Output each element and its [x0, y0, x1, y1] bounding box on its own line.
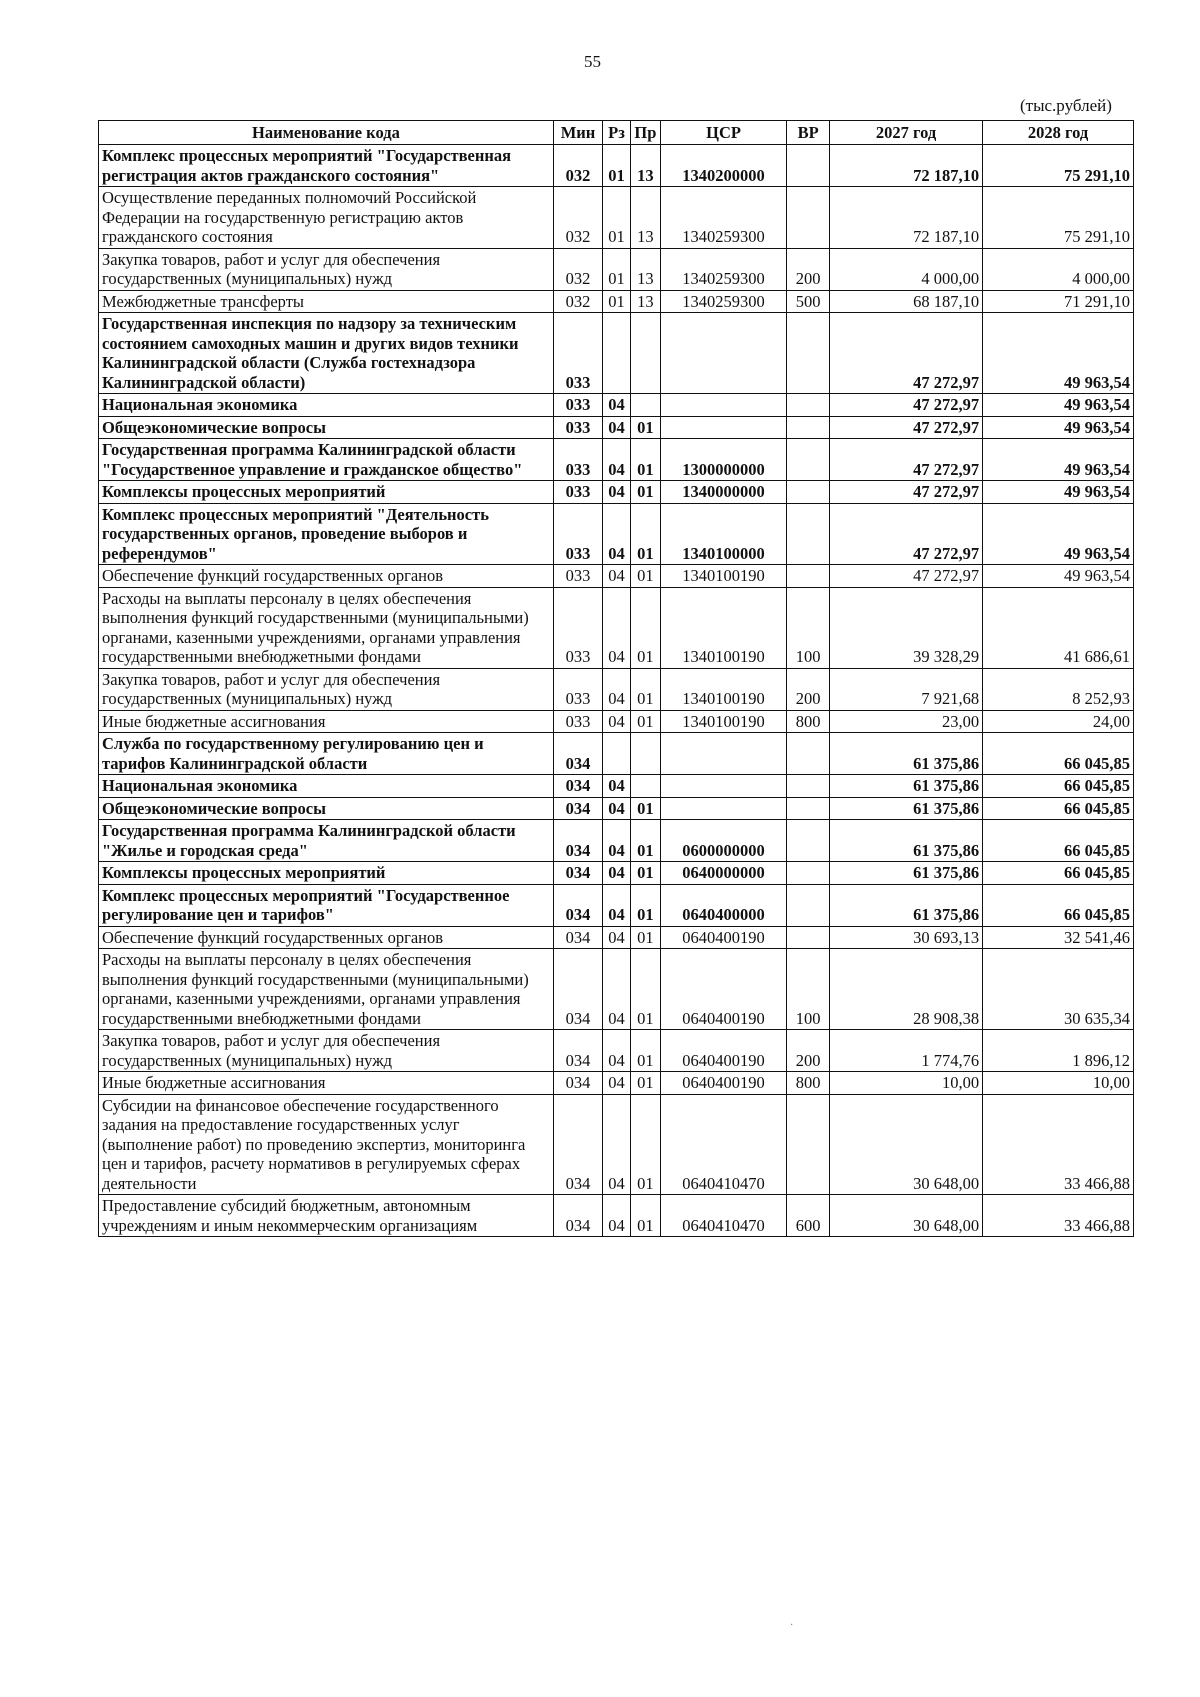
- cell-vr: 800: [787, 710, 830, 733]
- cell-pr: 01: [630, 1094, 660, 1195]
- cell-2028: 32 541,46: [983, 926, 1134, 949]
- cell-pr: 01: [630, 797, 660, 820]
- cell-min: 033: [553, 668, 602, 710]
- cell-name: Обеспечение функций государственных органов: [99, 565, 554, 588]
- cell-2027: 61 375,86: [830, 797, 983, 820]
- cell-rz: 04: [603, 1094, 631, 1195]
- cell-min: 032: [553, 145, 602, 187]
- table-row: [99, 587, 1134, 668]
- cell-csr: [660, 733, 786, 775]
- cell-rz: 04: [603, 820, 631, 862]
- cell-vr: [787, 733, 830, 775]
- cell-rz: 04: [603, 1030, 631, 1072]
- table-row: [99, 1094, 1134, 1195]
- cell-vr: [787, 820, 830, 862]
- table-row: [99, 481, 1134, 504]
- cell-pr: 01: [630, 439, 660, 481]
- cell-csr: 0640410470: [660, 1195, 786, 1237]
- cell-name: Комплекс процессных мероприятий "Государственная регистрация актов гражданского состояния": [99, 145, 554, 187]
- header-2028: 2028 год: [983, 121, 1134, 145]
- cell-vr: [787, 187, 830, 249]
- cell-vr: [787, 313, 830, 394]
- cell-csr: 1340200000: [660, 145, 786, 187]
- cell-2028: 49 963,54: [983, 481, 1134, 504]
- cell-csr: [660, 394, 786, 417]
- cell-2027: 47 272,97: [830, 503, 983, 565]
- cell-vr: [787, 394, 830, 417]
- cell-vr: [787, 145, 830, 187]
- cell-rz: 01: [603, 187, 631, 249]
- cell-pr: 01: [630, 926, 660, 949]
- cell-pr: 13: [630, 248, 660, 290]
- cell-name: Осуществление переданных полномочий Российской Федерации на государственную регистрацию актов гражданского состояния: [99, 187, 554, 249]
- cell-2028: 66 045,85: [983, 733, 1134, 775]
- cell-pr: 01: [630, 710, 660, 733]
- cell-vr: 600: [787, 1195, 830, 1237]
- table-row: [99, 1072, 1134, 1095]
- cell-2028: 41 686,61: [983, 587, 1134, 668]
- table-header-row: [99, 121, 1134, 145]
- cell-name: Закупка товаров, работ и услуг для обеспечения государственных (муниципальных) нужд: [99, 248, 554, 290]
- cell-name: Национальная экономика: [99, 394, 554, 417]
- cell-2027: 47 272,97: [830, 416, 983, 439]
- cell-pr: 01: [630, 1030, 660, 1072]
- cell-csr: 1340100000: [660, 503, 786, 565]
- cell-name: Комплекс процессных мероприятий "Государственное регулирование цен и тарифов": [99, 884, 554, 926]
- cell-vr: [787, 503, 830, 565]
- cell-vr: 500: [787, 290, 830, 313]
- cell-pr: 13: [630, 187, 660, 249]
- cell-pr: [630, 775, 660, 798]
- cell-2027: 47 272,97: [830, 439, 983, 481]
- cell-2028: 66 045,85: [983, 884, 1134, 926]
- cell-rz: 04: [603, 949, 631, 1030]
- cell-rz: 04: [603, 668, 631, 710]
- cell-csr: [660, 313, 786, 394]
- cell-2027: 1 774,76: [830, 1030, 983, 1072]
- cell-pr: 01: [630, 503, 660, 565]
- cell-2028: 49 963,54: [983, 416, 1134, 439]
- cell-vr: 200: [787, 1030, 830, 1072]
- cell-vr: [787, 439, 830, 481]
- cell-2028: 49 963,54: [983, 565, 1134, 588]
- cell-2027: 47 272,97: [830, 565, 983, 588]
- cell-pr: [630, 733, 660, 775]
- cell-2027: 39 328,29: [830, 587, 983, 668]
- cell-vr: [787, 416, 830, 439]
- cell-2027: 30 648,00: [830, 1195, 983, 1237]
- cell-min: 034: [553, 797, 602, 820]
- cell-rz: 04: [603, 565, 631, 588]
- cell-pr: 01: [630, 949, 660, 1030]
- cell-vr: 100: [787, 587, 830, 668]
- table-row: [99, 187, 1134, 249]
- cell-rz: 04: [603, 926, 631, 949]
- cell-2027: 47 272,97: [830, 394, 983, 417]
- table-row: [99, 668, 1134, 710]
- cell-2028: 10,00: [983, 1072, 1134, 1095]
- cell-min: 032: [553, 187, 602, 249]
- cell-vr: [787, 565, 830, 588]
- cell-vr: [787, 862, 830, 885]
- cell-vr: 200: [787, 668, 830, 710]
- table-row: [99, 710, 1134, 733]
- cell-min: 034: [553, 926, 602, 949]
- cell-2027: 61 375,86: [830, 820, 983, 862]
- cell-name: Расходы на выплаты персоналу в целях обеспечения выполнения функций государственными (муниципальными) органами, казенными учреждениями, органами управления государственными внебюджетными фондами: [99, 587, 554, 668]
- cell-min: 034: [553, 862, 602, 885]
- table-row: [99, 290, 1134, 313]
- table-row: [99, 248, 1134, 290]
- cell-2028: 33 466,88: [983, 1094, 1134, 1195]
- cell-csr: [660, 797, 786, 820]
- cell-csr: 0640400190: [660, 949, 786, 1030]
- cell-2027: 72 187,10: [830, 187, 983, 249]
- cell-name: Общеэкономические вопросы: [99, 797, 554, 820]
- cell-rz: 04: [603, 1195, 631, 1237]
- cell-2027: 30 693,13: [830, 926, 983, 949]
- cell-2027: 28 908,38: [830, 949, 983, 1030]
- cell-pr: 01: [630, 481, 660, 504]
- cell-name: Обеспечение функций государственных органов: [99, 926, 554, 949]
- cell-2027: 10,00: [830, 1072, 983, 1095]
- cell-2027: 23,00: [830, 710, 983, 733]
- table-row: [99, 797, 1134, 820]
- cell-rz: 04: [603, 503, 631, 565]
- header-min: Мин: [553, 121, 602, 145]
- table-row: [99, 733, 1134, 775]
- cell-pr: [630, 394, 660, 417]
- cell-vr: [787, 1094, 830, 1195]
- cell-2028: 4 000,00: [983, 248, 1134, 290]
- cell-rz: 01: [603, 145, 631, 187]
- cell-min: 034: [553, 820, 602, 862]
- cell-2028: 24,00: [983, 710, 1134, 733]
- cell-name: Комплекс процессных мероприятий "Деятельность государственных органов, проведение выборов и референдумов": [99, 503, 554, 565]
- table-row: [99, 313, 1134, 394]
- cell-vr: 200: [787, 248, 830, 290]
- table-row: [99, 1030, 1134, 1072]
- cell-2028: 49 963,54: [983, 503, 1134, 565]
- header-rz: Рз: [603, 121, 631, 145]
- cell-vr: 800: [787, 1072, 830, 1095]
- table-row: [99, 820, 1134, 862]
- cell-min: 034: [553, 1195, 602, 1237]
- cell-name: Служба по государственному регулированию цен и тарифов Калининградской области: [99, 733, 554, 775]
- cell-vr: [787, 884, 830, 926]
- cell-min: 034: [553, 949, 602, 1030]
- cell-csr: 1340100190: [660, 565, 786, 588]
- cell-csr: 1340259300: [660, 248, 786, 290]
- cell-pr: 13: [630, 290, 660, 313]
- cell-name: Иные бюджетные ассигнования: [99, 710, 554, 733]
- cell-2028: 66 045,85: [983, 775, 1134, 798]
- cell-name: Государственная программа Калининградской области "Жилье и городская среда": [99, 820, 554, 862]
- cell-min: 033: [553, 503, 602, 565]
- cell-name: Закупка товаров, работ и услуг для обеспечения государственных (муниципальных) нужд: [99, 668, 554, 710]
- cell-min: 034: [553, 1094, 602, 1195]
- cell-rz: [603, 313, 631, 394]
- cell-2028: 75 291,10: [983, 187, 1134, 249]
- cell-rz: 04: [603, 710, 631, 733]
- cell-csr: 0640400190: [660, 1030, 786, 1072]
- cell-pr: 01: [630, 1072, 660, 1095]
- cell-rz: 04: [603, 439, 631, 481]
- cell-2027: 4 000,00: [830, 248, 983, 290]
- cell-2027: 61 375,86: [830, 884, 983, 926]
- cell-min: 033: [553, 439, 602, 481]
- cell-rz: 04: [603, 797, 631, 820]
- cell-csr: 1340100190: [660, 710, 786, 733]
- cell-rz: 04: [603, 884, 631, 926]
- cell-2027: 47 272,97: [830, 313, 983, 394]
- cell-min: 033: [553, 587, 602, 668]
- cell-2028: 30 635,34: [983, 949, 1134, 1030]
- cell-csr: 0640000000: [660, 862, 786, 885]
- table-row: [99, 949, 1134, 1030]
- scan-mark: ·: [790, 1620, 794, 1631]
- cell-min: 034: [553, 1030, 602, 1072]
- header-vr: ВР: [787, 121, 830, 145]
- cell-csr: 1340100190: [660, 668, 786, 710]
- cell-pr: 13: [630, 145, 660, 187]
- cell-pr: 01: [630, 1195, 660, 1237]
- table-row: [99, 926, 1134, 949]
- table-row: [99, 884, 1134, 926]
- cell-2028: 49 963,54: [983, 313, 1134, 394]
- cell-2028: 49 963,54: [983, 439, 1134, 481]
- cell-vr: [787, 481, 830, 504]
- cell-pr: 01: [630, 668, 660, 710]
- table-row: [99, 862, 1134, 885]
- cell-pr: 01: [630, 565, 660, 588]
- table-row: [99, 565, 1134, 588]
- cell-2028: 66 045,85: [983, 797, 1134, 820]
- cell-2028: 33 466,88: [983, 1195, 1134, 1237]
- cell-2028: 66 045,85: [983, 862, 1134, 885]
- cell-vr: 100: [787, 949, 830, 1030]
- cell-rz: 04: [603, 587, 631, 668]
- cell-csr: 0640400190: [660, 1072, 786, 1095]
- cell-csr: 0640400000: [660, 884, 786, 926]
- cell-min: 033: [553, 481, 602, 504]
- table-row: [99, 775, 1134, 798]
- table-row: [99, 416, 1134, 439]
- cell-rz: 04: [603, 394, 631, 417]
- cell-rz: 04: [603, 862, 631, 885]
- cell-rz: [603, 733, 631, 775]
- cell-rz: 04: [603, 1072, 631, 1095]
- cell-csr: 1340100190: [660, 587, 786, 668]
- cell-vr: [787, 775, 830, 798]
- cell-csr: 1300000000: [660, 439, 786, 481]
- cell-pr: 01: [630, 820, 660, 862]
- cell-csr: 1340000000: [660, 481, 786, 504]
- cell-csr: [660, 775, 786, 798]
- cell-name: Межбюджетные трансферты: [99, 290, 554, 313]
- cell-csr: 0600000000: [660, 820, 786, 862]
- cell-min: 032: [553, 248, 602, 290]
- table-body: [99, 145, 1134, 1237]
- cell-name: Расходы на выплаты персоналу в целях обеспечения выполнения функций государственными (муниципальными) органами, казенными учреждениями, органами управления государственными внебюджетными фондами: [99, 949, 554, 1030]
- cell-name: Национальная экономика: [99, 775, 554, 798]
- table-row: [99, 1195, 1134, 1237]
- cell-2027: 7 921,68: [830, 668, 983, 710]
- cell-2028: 49 963,54: [983, 394, 1134, 417]
- cell-2027: 30 648,00: [830, 1094, 983, 1195]
- cell-vr: [787, 926, 830, 949]
- cell-2027: 47 272,97: [830, 481, 983, 504]
- cell-min: 033: [553, 416, 602, 439]
- cell-name: Субсидии на финансовое обеспечение государственного задания на предоставление государственных услуг (выполнение работ) по проведению экспертиз, мониторинга цен и тарифов, расчету нормативов в регулируемых сферах деятельности: [99, 1094, 554, 1195]
- cell-pr: 01: [630, 416, 660, 439]
- cell-min: 034: [553, 733, 602, 775]
- cell-2027: 72 187,10: [830, 145, 983, 187]
- table-row: [99, 439, 1134, 481]
- cell-pr: 01: [630, 862, 660, 885]
- cell-2028: 66 045,85: [983, 820, 1134, 862]
- cell-name: Иные бюджетные ассигнования: [99, 1072, 554, 1095]
- cell-rz: 04: [603, 775, 631, 798]
- units-label: (тыс.рублей): [1020, 96, 1112, 115]
- cell-2028: 71 291,10: [983, 290, 1134, 313]
- header-2027: 2027 год: [830, 121, 983, 145]
- cell-2028: 8 252,93: [983, 668, 1134, 710]
- cell-min: 033: [553, 313, 602, 394]
- cell-name: Закупка товаров, работ и услуг для обеспечения государственных (муниципальных) нужд: [99, 1030, 554, 1072]
- table-row: [99, 394, 1134, 417]
- cell-csr: [660, 416, 786, 439]
- cell-pr: 01: [630, 587, 660, 668]
- cell-2028: 75 291,10: [983, 145, 1134, 187]
- cell-min: 032: [553, 290, 602, 313]
- cell-vr: [787, 797, 830, 820]
- cell-min: 034: [553, 884, 602, 926]
- header-name: Наименование кода: [99, 121, 554, 145]
- cell-2027: 61 375,86: [830, 862, 983, 885]
- cell-min: 034: [553, 775, 602, 798]
- cell-name: Государственная инспекция по надзору за техническим состоянием самоходных машин и других видов техники Калининградской области (Служба гостехнадзора Калининградской области): [99, 313, 554, 394]
- cell-2027: 61 375,86: [830, 733, 983, 775]
- cell-rz: 01: [603, 248, 631, 290]
- table-row: [99, 145, 1134, 187]
- cell-csr: 1340259300: [660, 290, 786, 313]
- cell-2027: 61 375,86: [830, 775, 983, 798]
- cell-rz: 04: [603, 416, 631, 439]
- cell-min: 033: [553, 565, 602, 588]
- cell-csr: 0640410470: [660, 1094, 786, 1195]
- cell-name: Государственная программа Калининградской области "Государственное управление и гражданское общество": [99, 439, 554, 481]
- table-row: [99, 503, 1134, 565]
- cell-name: Общеэкономические вопросы: [99, 416, 554, 439]
- header-csr: ЦСР: [660, 121, 786, 145]
- cell-2028: 1 896,12: [983, 1030, 1134, 1072]
- cell-2027: 68 187,10: [830, 290, 983, 313]
- cell-csr: 1340259300: [660, 187, 786, 249]
- budget-table: [98, 120, 1134, 1237]
- cell-min: 033: [553, 394, 602, 417]
- cell-min: 033: [553, 710, 602, 733]
- cell-name: Комплексы процессных мероприятий: [99, 481, 554, 504]
- cell-pr: [630, 313, 660, 394]
- page-number: 55: [584, 52, 601, 71]
- cell-min: 034: [553, 1072, 602, 1095]
- cell-name: Предоставление субсидий бюджетным, автономным учреждениям и иным некоммерческим организациям: [99, 1195, 554, 1237]
- header-pr: Пр: [630, 121, 660, 145]
- cell-pr: 01: [630, 884, 660, 926]
- cell-csr: 0640400190: [660, 926, 786, 949]
- cell-rz: 04: [603, 481, 631, 504]
- cell-name: Комплексы процессных мероприятий: [99, 862, 554, 885]
- cell-rz: 01: [603, 290, 631, 313]
